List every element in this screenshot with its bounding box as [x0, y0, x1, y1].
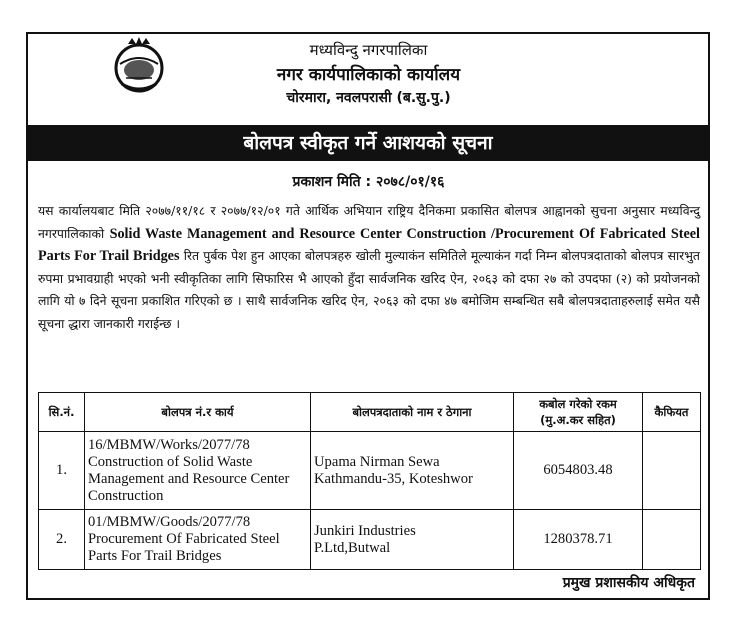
row-bidder: Upama Nirman Sewa Kathmandu-35, Koteshwor: [311, 432, 514, 510]
row-amount: 1280378.71: [514, 510, 643, 570]
row-bidder: Junkiri Industries P.Ltd,Butwal: [311, 510, 514, 570]
signoff-title: प्रमुख प्रशासकीय अधिकृत: [562, 575, 695, 591]
table-header-row: [39, 393, 701, 432]
table-row: [39, 432, 701, 510]
col-header-remarks: कैफियत: [643, 393, 701, 432]
col-header-work: बोलपत्र नं.र कार्य: [85, 393, 311, 432]
publication-date: प्रकाशन मिति : २०७८/०१/१६: [292, 174, 445, 190]
col-header-bidder: बोलपत्रदाताको नाम र ठेगाना: [311, 393, 514, 432]
office-name: नगर कार्यपालिकाको कार्यालय: [276, 65, 461, 85]
office-address: चोरमारा, नवलपरासी (ब.सु.पु.): [286, 90, 451, 106]
body-projects: Solid Waste Management and Resource Center Construction /Procurement Of Fabricated Steel Parts For Trail Bridges: [38, 225, 700, 264]
notice-body: [38, 200, 700, 335]
row-sn: 2.: [39, 510, 85, 570]
row-remarks: [643, 432, 701, 510]
row-work: 01/MBMW/Goods/2077/78 Procurement Of Fabricated Steel Parts For Trail Bridges: [85, 510, 311, 570]
col-header-sn: सि.नं.: [39, 393, 85, 432]
row-remarks: [643, 510, 701, 570]
body-text-part2: रित पुर्बक पेश हुन आएका बोलपत्रहरु खोली मुल्याकंन समितिले मूल्याकंन गर्दा निम्न बोलपत्रदाताको बोलपत्र सारभुत रुपमा प्रभावग्राही भएको भनी स्वीकृतिका लागि सिफारिस भै आएको हुँदा सार्वजनिक खरिद ऐन, २०६३ को दफा २७ को उपदफा (२) को प्रयोजनको लागि यो ७ दिने सूचना प्रकाशित गरिएको छ । साथै सार्वजनिक खरिद ऐन, २०६३ को दफा ४७ बमोजिम सम्बन्धित सबै बोलपत्रदाताहरुलाई समेत यसै सूचना द्धारा जानकारी गराईन्छ ।: [38, 248, 700, 331]
body-text-part1: यस कार्यालयबाट मिति २०७७/११/१८ र २०७७/१२/०१ गते आर्थिक अभियान राष्ट्रिय दैनिकमा प्रकासित बोलपत्र आह्वानको सुचना अनुसार मध्यविन्दु नगरपालिकाको: [38, 203, 700, 241]
row-sn: 1.: [39, 432, 85, 510]
row-work: 16/MBMW/Works/2077/78 Construction of Solid Waste Management and Resource Center Construction: [85, 432, 311, 510]
table-row: [39, 510, 701, 570]
bid-table: [38, 392, 701, 570]
notice-title: बोलपत्र स्वीकृत गर्ने आशयको सूचना: [28, 125, 708, 161]
municipality-name: मध्यविन्दु नगरपालिका: [309, 41, 428, 59]
row-amount: 6054803.48: [514, 432, 643, 510]
col-header-amount: कबोल गरेको रकम (मु.अ.कर सहित): [514, 393, 643, 432]
